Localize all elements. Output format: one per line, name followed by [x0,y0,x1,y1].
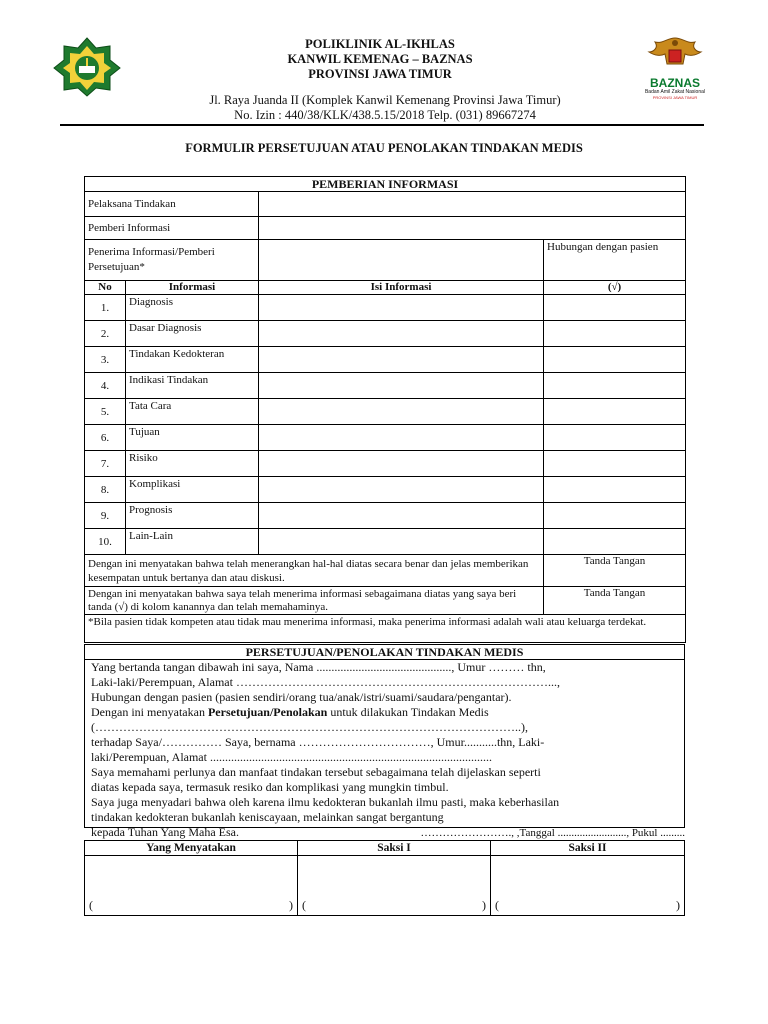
hubungan-label: Hubungan dengan pasien [544,240,686,281]
signature-name-witness-1 [302,898,486,913]
signature-name-declarant [89,898,293,913]
consent-line-5: (……………………………………………………………………………………………..), [91,720,528,734]
info-row-number: 5. [85,399,126,425]
signature-name-witness-2 [495,898,680,913]
baznas-brand: BAZNAS [650,76,700,90]
info-row [85,529,686,555]
col-no: No [85,281,126,295]
info-row-check-field[interactable] [544,477,686,503]
info-row-label: Indikasi Tindakan [126,373,259,399]
signature-box-witness-1[interactable] [297,840,491,916]
paren-open: ( [495,898,499,912]
info-row-number: 6. [85,425,126,451]
consent-line-6: terhadap Saya/…………… Saya, bernama ……………………………, Umur...........thn, Laki- [91,735,545,749]
info-row-check-field[interactable] [544,503,686,529]
info-row [85,347,686,373]
paren-close: ) [289,898,293,912]
form-title: FORMULIR PERSETUJUAN ATAU PENOLAKAN TINDAKAN MEDIS [185,141,583,155]
info-row-number: 4. [85,373,126,399]
statement-provider: Dengan ini menyatakan bahwa telah menerangkan hal-hal diatas secara benar dan jelas memberikan kesempatan untuk bertanya dan atau diskusi. [85,555,544,587]
info-row-label: Risiko [126,451,259,477]
information-table [84,176,686,643]
info-row-content-field[interactable] [259,451,544,477]
paren-close: ) [482,898,486,912]
info-row-content-field[interactable] [259,373,544,399]
consent-line-2: Laki-laki/Perempuan, Alamat ……………………………………………………………………..., [91,675,560,689]
consent-line-1: Yang bertanda tangan dibawah ini saya, Nama ............................................., Umur ……… thn, [91,660,546,674]
baznas-logo [640,34,710,100]
date-line: ……………………., ,Tanggal ........................., Pukul ......... [420,827,685,839]
clinic-license: No. Izin : 440/38/KLK/438.5.15/2018 Telp. (031) 89667274 [234,108,536,122]
info-row [85,399,686,425]
info-row-content-field[interactable] [259,477,544,503]
info-row [85,451,686,477]
consent-choice: Persetujuan/Penolakan [207,705,328,719]
info-row-content-field[interactable] [259,503,544,529]
baznas-subtitle-2: PROVINSI JAWA TIMUR [652,95,698,100]
info-row-label: Komplikasi [126,477,259,503]
info-row [85,425,686,451]
consent-line-11: tindakan kedokteran bukanlah keniscayaan, melainkan sangat bergantung [91,810,444,824]
info-row [85,295,686,321]
info-row-number: 10. [85,529,126,555]
info-row-label: Tujuan [126,425,259,451]
info-row-check-field[interactable] [544,451,686,477]
kemenag-logo [50,36,124,98]
clinic-subtitle: KANWIL KEMENAG – BAZNAS [287,52,473,66]
info-row-content-field[interactable] [259,347,544,373]
consent-line-4c: untuk dilakukan Tindakan Medis [327,705,489,719]
info-row-check-field[interactable] [544,399,686,425]
info-row-content-field[interactable] [259,425,544,451]
info-row-content-field[interactable] [259,399,544,425]
info-row-label: Prognosis [126,503,259,529]
pemberi-label: Pemberi Informasi [85,217,259,240]
clinic-address: Jl. Raya Juanda II (Komplek Kanwil Kemenang Provinsi Jawa Timur) [209,93,561,107]
consent-line-4a: Dengan ini menyatakan [91,705,208,719]
signature-header-declarant: Yang Menyatakan [85,841,297,856]
col-informasi: Informasi [126,281,259,295]
consent-line-7: laki/Perempuan, Alamat .............................................................................................. [91,750,492,764]
penerima-field[interactable] [259,240,544,281]
info-row-check-field[interactable] [544,321,686,347]
consent-line-12: kepada Tuhan Yang Maha Esa. [91,825,239,839]
consent-line-8: Saya memahami perlunya dan manfaat tindakan tersebut sebagaimana telah dijelaskan seperti [91,765,541,779]
pelaksana-label: Pelaksana Tindakan [85,192,259,217]
info-row [85,321,686,347]
penerima-label: Penerima Informasi/Pemberi Persetujuan* [85,240,259,281]
info-row-label: Tata Cara [126,399,259,425]
info-row-label: Dasar Diagnosis [126,321,259,347]
info-row-number: 1. [85,295,126,321]
info-row-check-field[interactable] [544,347,686,373]
note-text: *Bila pasien tidak kompeten atau tidak mau menerima informasi, maka penerima informasi adalah wali atau keluarga terdekat. [85,615,686,643]
info-row-label: Lain-Lain [126,529,259,555]
info-row [85,503,686,529]
info-row [85,373,686,399]
info-row-check-field[interactable] [544,295,686,321]
info-row-number: 2. [85,321,126,347]
info-row-content-field[interactable] [259,295,544,321]
pelaksana-field[interactable] [259,192,686,217]
info-row [85,477,686,503]
consent-title: PERSETUJUAN/PENOLAKAN TINDAKAN MEDIS [85,645,684,660]
info-row-number: 9. [85,503,126,529]
info-row-check-field[interactable] [544,425,686,451]
paren-open: ( [302,898,306,912]
info-row-number: 3. [85,347,126,373]
info-row-number: 7. [85,451,126,477]
clinic-name: POLIKLINIK AL-IKHLAS [305,37,455,51]
info-row-content-field[interactable] [259,321,544,347]
info-row-check-field[interactable] [544,529,686,555]
consent-line-10: Saya juga menyadari bahwa oleh karena ilmu kedokteran bukanlah ilmu pasti, maka keberhasilan [91,795,560,809]
section-title-info: PEMBERIAN INFORMASI [85,177,686,192]
consent-line-4 [85,705,684,720]
info-row-label: Diagnosis [126,295,259,321]
info-row-number: 8. [85,477,126,503]
col-isi-informasi: Isi Informasi [259,281,544,295]
paren-open: ( [89,898,93,912]
consent-line-3: Hubungan dengan pasien (pasien sendiri/orang tua/anak/istri/suami/saudara/pengantar). [91,690,512,704]
baznas-subtitle: Badan Amil Zakat Nasional [644,89,706,95]
consent-line-9: diatas kepada saya, termasuk resiko dan komplikasi yang mungkin timbul. [91,780,449,794]
info-row-check-field[interactable] [544,373,686,399]
header-divider [60,124,704,126]
statement-recipient: Dengan ini menyatakan bahwa saya telah menerima informasi sebagaimana diatas yang saya beri tanda (√) di kolom kanannya dan telah memahaminya. [85,587,544,615]
clinic-province: PROVINSI JAWA TIMUR [308,67,452,81]
signature-recipient-label: Tanda Tangan [544,587,686,615]
col-check: (√) [544,281,686,295]
signature-box-witness-2[interactable] [490,840,685,916]
pemberi-field[interactable] [259,217,686,240]
signature-box-declarant[interactable] [84,840,298,916]
signature-provider-label: Tanda Tangan [544,555,686,587]
info-row-content-field[interactable] [259,529,544,555]
paren-close: ) [676,898,680,912]
signature-header-witness-1: Saksi I [298,841,490,856]
signature-header-witness-2: Saksi II [491,841,684,856]
info-row-label: Tindakan Kedokteran [126,347,259,373]
